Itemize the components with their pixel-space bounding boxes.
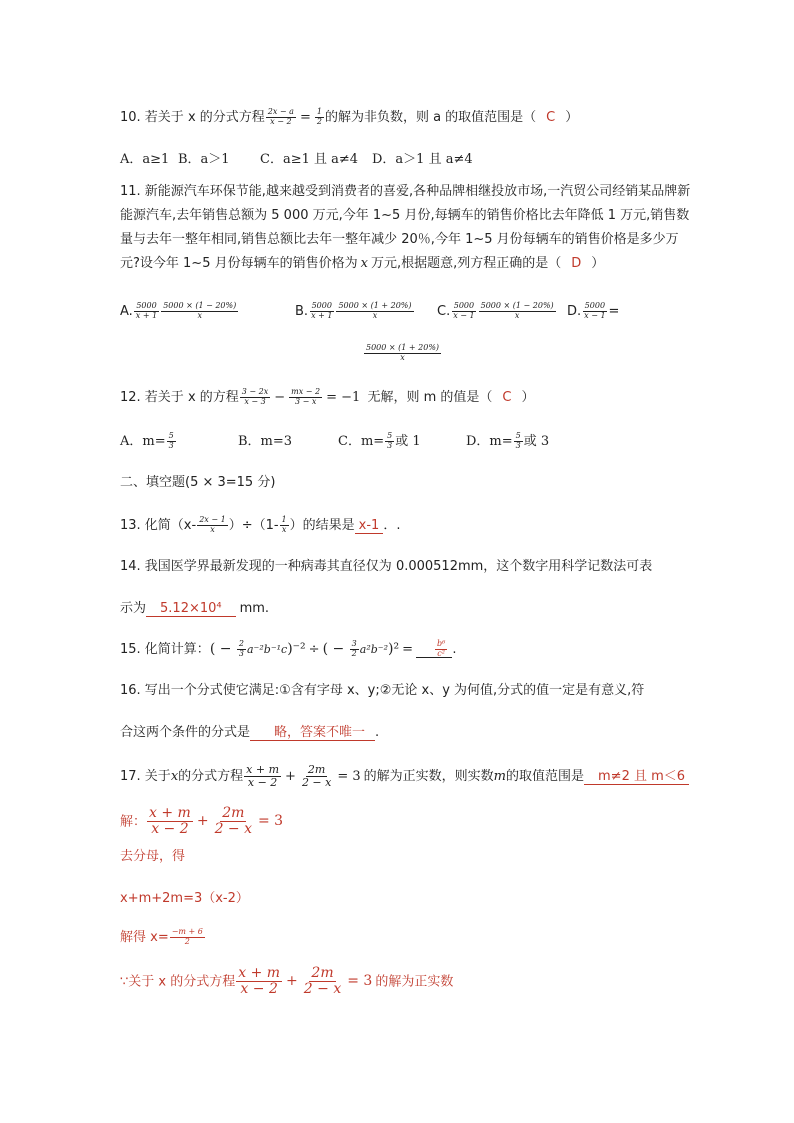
- q12-answer: C: [502, 389, 512, 405]
- q10-option-b: B．a＞1: [178, 152, 230, 167]
- q11-option-d-rhs: $\frac{5000 \times (1 + 20\%)}{x}$: [366, 343, 440, 362]
- q11-answer: D: [571, 256, 582, 271]
- section-heading: 二、填空题(5 × 3=15 分): [120, 475, 276, 490]
- q12-stem: 12. 若关于 x 的方程 $\frac{3 - 2x}{x - 3}$ − $\frac{mx - 2}{3 - x}$ = −1 无解，则 m 的值是（ C ）: [120, 387, 535, 406]
- q14-answer: 5.12×10⁴: [146, 601, 236, 617]
- q17-step-clear-denominator: 去分母，得: [120, 849, 186, 864]
- q14-stem-line2: 示为 5.12×10⁴ mm.: [120, 601, 270, 616]
- q13-answer: x-1: [355, 518, 384, 534]
- q11-option-d: D. $\frac{5000}{x - 1}$ =: [567, 301, 620, 320]
- q12-options: [120, 432, 549, 451]
- q16-stem: 16. 写出一个分式使它满足:①含有字母 x、y;②无论 x、y 为何值,分式的值一定是有意义,符: [120, 683, 645, 698]
- q17-step-equation: x+m+2m=3（x-2）: [120, 891, 249, 906]
- q14-stem: 14. 我国医学界最新发现的一种病毒其直径仅为 0.000512mm，这个数字用科学记数法可表: [120, 559, 653, 574]
- q15-answer: $\frac{\text{b⁶}}{\text{c²}}$: [416, 642, 452, 658]
- q17-step-condition: ∵关于 x 的分式方程 $\frac{x + m}{x - 2}$ + $\frac{2m}{2 - x}$ = 3 的解为正实数: [120, 965, 454, 998]
- q16-stem-line2: 合这两个条件的分式是 略，答案不唯一 .: [120, 725, 380, 740]
- q10-option-a: A．a≥1: [120, 152, 170, 167]
- q17-step-solve: 解得 x= $\frac{-m + 6}{2}$: [120, 927, 203, 946]
- q12-option-b: B．m=3: [238, 433, 293, 449]
- q11-option-a: A. $\frac{5000}{x + 1}$ $\frac{5000 \times (1 - 20\%)}{x}$: [120, 301, 237, 320]
- q12-option-c: C．m= $\frac{5}{3}$ 或 1: [338, 431, 421, 450]
- q11-option-c: C. $\frac{5000}{x - 1}$ $\frac{5000 \times (1 - 20\%)}{x}$: [437, 301, 554, 320]
- q12-option-a: A．m= $\frac{5}{3}$: [120, 431, 174, 450]
- q16-answer: 略，答案不唯一: [250, 725, 375, 741]
- q10-stem: 10. 若关于 x 的分式方程 $\frac{2x - a}{x - 2}$ = $\frac{1}{2}$ 的解为非负数，则 a 的取值范围是（ C ）: [120, 107, 579, 126]
- q11-option-b: B. $\frac{5000}{x + 1}$ $\frac{5000 \times (1 + 20\%)}{x}$: [295, 301, 412, 320]
- q10-answer: C: [546, 109, 556, 125]
- q10-option-d: D．a＞1 且 a≠4: [372, 152, 473, 167]
- q17-solution-equation: 解： $\frac{x + m}{x - 2}$ + $\frac{2m}{2 - x}$ = 3: [120, 805, 284, 838]
- q17-answer: m≠2 且 m＜6: [584, 769, 689, 785]
- q17-stem: 17. 关于x的分式方程 $\frac{x + m}{x - 2}$ + $\frac{2m}{2 - x}$ = 3 的解为正实数，则实数m的取值范围是 m≠2 且 m＜6: [120, 764, 689, 789]
- q10-options: [120, 151, 473, 169]
- q15-stem: 15. 化简计算：( − $\frac{2}{3}$ a⁻²b⁻¹c)⁻² ÷ ( − $\frac{3}{2}$ a²b⁻²)² = $\frac{\text{b⁶}}{\text{c²}}$ .: [120, 639, 457, 658]
- q11-stem: 11. 新能源汽车环保节能,越来越受到消费者的喜爱,各种品牌相继投放市场,一汽贸公司经销某品牌新能源汽车,去年销售总额为 5 000 万元,今年 1~5 月份,每辆车的销售价格比去年降低 1 万元,销售数量与去年一整年相同,销售总额比去年一整年减少 20％,今年 1~5 月份每辆车的销售价格是多少万元?设今年 1~5 月份每辆车的销售价格为 x 万元,根据题意,列方程正确的是（ D ）: [120, 184, 691, 271]
- q10-option-c: C．a≥1 且 a≠4: [260, 152, 359, 167]
- q10-rhs-fraction: $\frac{1}{2}$: [316, 107, 322, 126]
- q10-lhs-fraction: $\frac{2x - a}{x - 2}$: [267, 107, 294, 126]
- q12-option-d: D．m= $\frac{5}{3}$ 或 3: [466, 431, 550, 450]
- q13-stem: 13. 化简（x- $\frac{2x - 1}{x}$ ）÷（1- $\frac{1}{x}$ ）的结果是 x-1 ．.: [120, 515, 401, 534]
